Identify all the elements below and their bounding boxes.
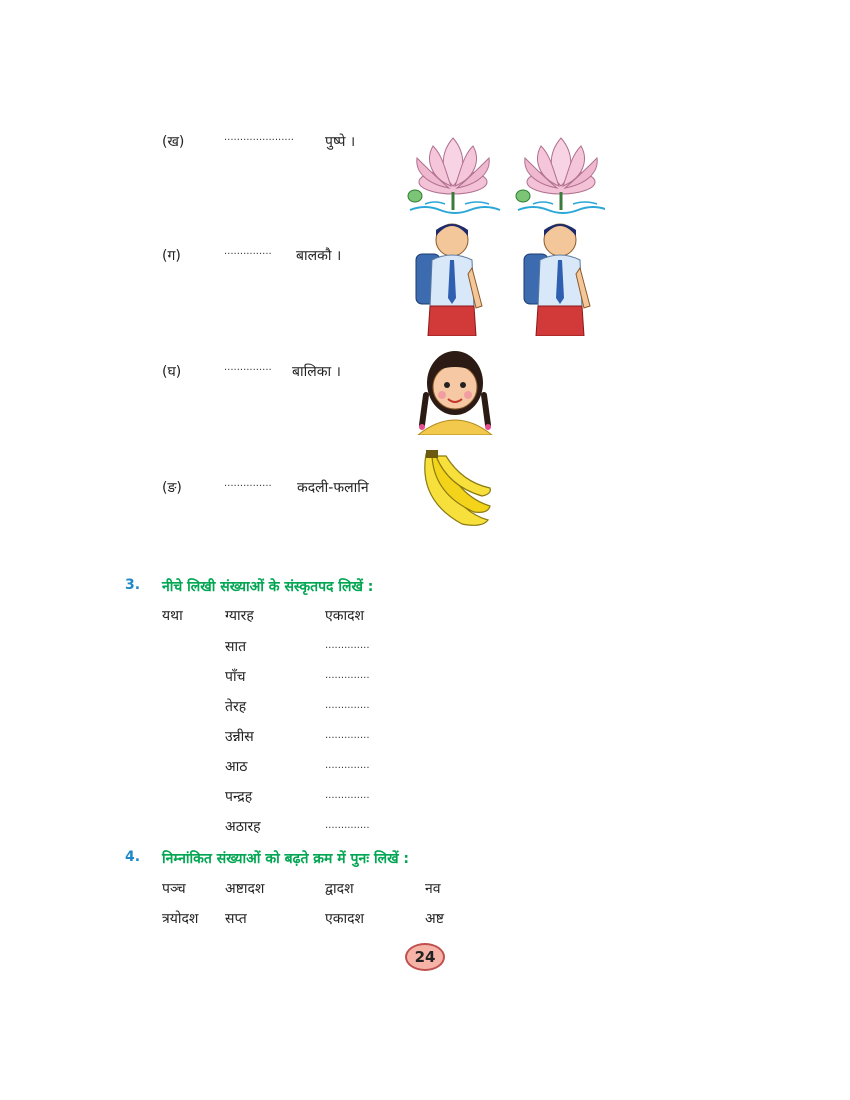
- number-term: द्वादश: [325, 881, 354, 897]
- answer-blank: ......................: [224, 132, 294, 143]
- example-hindi: ग्यारह: [225, 608, 254, 624]
- item-word: बालकौ ।: [296, 248, 342, 264]
- lotus-illustrations: [405, 128, 605, 218]
- item-label: (घ): [162, 364, 182, 380]
- boy-icon: [416, 224, 482, 336]
- number-term: सप्त: [225, 911, 247, 927]
- example-sanskrit: एकादश: [325, 608, 365, 624]
- item-label: (ङ): [162, 480, 182, 496]
- lotus-icon: [516, 138, 605, 213]
- question-number: 4.: [125, 849, 141, 865]
- number-term: पञ्च: [162, 881, 186, 897]
- boy-icon: [524, 224, 590, 336]
- answer-blank: ...............: [224, 246, 272, 257]
- number-term: अष्टादश: [225, 881, 265, 897]
- item-label: (ख): [162, 134, 185, 150]
- number-word: सात: [225, 639, 247, 655]
- answer-blank: ..............: [325, 790, 370, 801]
- page-number: 24: [405, 943, 445, 971]
- question-number: 3.: [125, 577, 141, 593]
- number-word: उन्नीस: [225, 729, 254, 745]
- answer-blank: ..............: [325, 670, 370, 681]
- item-word: बालिका ।: [292, 364, 341, 380]
- answer-blank: ..............: [325, 700, 370, 711]
- answer-blank: ..............: [325, 730, 370, 741]
- banana-icon: [412, 450, 492, 530]
- item-word: पुष्पे ।: [325, 134, 356, 150]
- answer-blank: ...............: [224, 478, 272, 489]
- girl-icon: [410, 345, 500, 435]
- number-term: त्रयोदश: [162, 911, 199, 927]
- answer-blank: ..............: [325, 640, 370, 651]
- boys-illustrations: [410, 218, 600, 336]
- number-term: अष्ट: [425, 911, 444, 927]
- number-word: तेरह: [225, 699, 247, 715]
- question-title: नीचे लिखी संख्याओं के संस्कृतपद लिखें :: [162, 579, 374, 595]
- number-word: अठारह: [225, 819, 261, 835]
- number-word: आठ: [225, 759, 248, 775]
- answer-blank: ..............: [325, 820, 370, 831]
- lotus-icon: [408, 138, 500, 213]
- question-title: निम्नांकित संख्याओं को बढ़ते क्रम में पुनः लिखें :: [162, 851, 410, 867]
- item-word: कदली-फलानि: [297, 480, 369, 496]
- example-label: यथा: [162, 608, 183, 624]
- number-term: एकादश: [325, 911, 365, 927]
- number-term: नव: [425, 881, 441, 897]
- item-label: (ग): [162, 248, 181, 264]
- number-word: पाँच: [225, 669, 246, 685]
- answer-blank: ..............: [325, 760, 370, 771]
- number-word: पन्द्रह: [225, 789, 253, 805]
- answer-blank: ...............: [224, 362, 272, 373]
